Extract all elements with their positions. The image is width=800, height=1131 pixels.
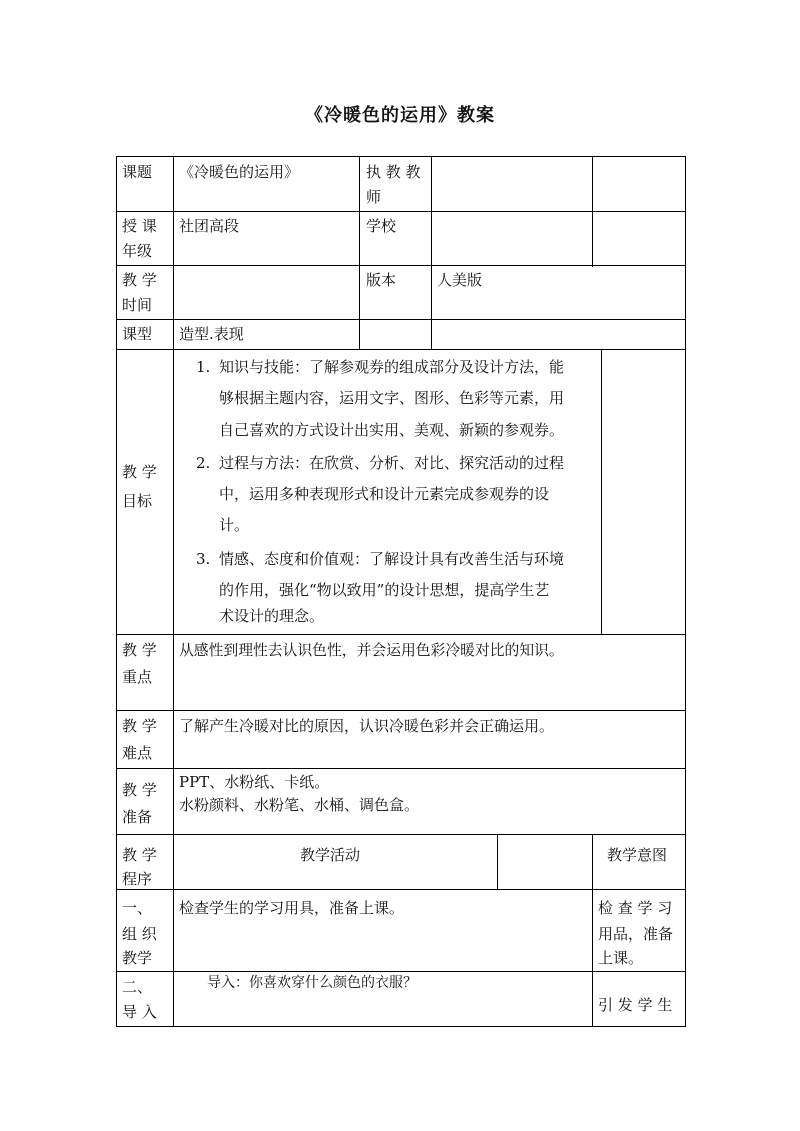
- teacher-label: 执 教 教: [366, 163, 421, 181]
- grade-label-cont: 年级: [122, 242, 153, 260]
- goals-label-cont: 目标: [122, 492, 153, 510]
- goal-line: 的作用，强化“物以致用”的设计思想，提高学生艺: [219, 581, 550, 599]
- goals-label: 教 学: [122, 463, 157, 481]
- row-divider: [116, 889, 686, 890]
- step1-label-cont: 教学: [122, 949, 153, 967]
- activity-header: 教学活动: [300, 846, 361, 864]
- difficulties-label-cont: 难点: [122, 744, 153, 762]
- grade-label: 授 课: [122, 217, 157, 235]
- row-divider: [116, 211, 686, 212]
- goal-number: 1.: [196, 358, 211, 376]
- preparation-line: PPT、水粉纸、卡纸。: [179, 773, 330, 791]
- goal-line: 自己喜欢的方式设计出实用、美观、新颖的参观券。: [219, 421, 565, 439]
- teacher-label-cont: 师: [366, 188, 382, 206]
- step2-activity: 导入：你喜欢穿什么颜色的衣服？: [207, 975, 417, 991]
- row-divider: [116, 710, 686, 711]
- goal-line: 够根据主题内容，运用文字、图形、色彩等元素，用: [219, 389, 565, 407]
- edition-value: 人美版: [437, 271, 483, 289]
- procedure-label-cont: 程序: [122, 870, 153, 888]
- col-divider: [431, 156, 432, 349]
- grade-value: 社团高段: [179, 217, 240, 235]
- step1-intent: 检 查 学 习: [598, 899, 673, 917]
- goal-line: 过程与方法：在欣赏、分析、对比、探究活动的过程: [219, 454, 565, 472]
- table-border: [116, 156, 686, 157]
- row-divider: [116, 834, 686, 835]
- key-points-value: 从感性到理性去认识色性，并会运用色彩冷暖对比的知识。: [179, 642, 564, 659]
- difficulties-value: 了解产生冷暖对比的原因，认识冷暖色彩并会正确运用。: [179, 717, 555, 735]
- page-title: 《冷暖色的运用》教案: [305, 105, 495, 126]
- topic-label: 课题: [122, 163, 153, 181]
- edition-label: 版本: [366, 271, 397, 289]
- step1-activity: 检查学生的学习用具，准备上课。: [179, 899, 405, 917]
- key-points-label-cont: 重点: [122, 668, 153, 686]
- table-border: [685, 156, 686, 1027]
- step1-intent: 上课。: [598, 949, 644, 967]
- col-divider: [592, 834, 593, 1027]
- school-label: 学校: [366, 217, 397, 235]
- procedure-label: 教 学: [122, 846, 157, 864]
- goal-number: 2.: [196, 454, 211, 472]
- goal-line: 情感、态度和价值观：了解设计具有改善生活与环境: [219, 550, 565, 568]
- difficulties-label: 教 学: [122, 717, 157, 735]
- table-border: [116, 156, 117, 1027]
- row-divider: [116, 768, 686, 769]
- step1-label: 一、: [122, 899, 153, 917]
- col-divider: [592, 156, 593, 267]
- step2-label-cont: 导 入: [122, 1003, 157, 1021]
- goal-number: 3.: [196, 550, 211, 568]
- topic-value: 《冷暖色的运用》: [179, 163, 300, 181]
- step2-intent: 引 发 学 生: [598, 996, 673, 1014]
- col-divider: [601, 349, 602, 634]
- col-divider: [359, 156, 360, 349]
- type-value: 造型.表现: [179, 325, 244, 343]
- preparation-line: 水粉颜料、水粉笔、水桶、调色盒。: [179, 796, 420, 814]
- table-border: [116, 1026, 686, 1027]
- row-divider: [116, 265, 686, 266]
- preparation-label: 教 学: [122, 781, 157, 799]
- goal-line: 术设计的理念。: [219, 607, 325, 625]
- row-divider: [116, 319, 686, 320]
- intent-header: 教学意图: [607, 846, 668, 864]
- step2-label: 二、: [122, 978, 153, 996]
- col-divider: [173, 156, 174, 1027]
- time-label-cont: 时间: [122, 296, 153, 314]
- step1-label-cont: 组 织: [122, 925, 157, 943]
- col-divider: [497, 834, 498, 890]
- goal-line: 计。: [219, 516, 250, 534]
- row-divider: [116, 634, 686, 635]
- preparation-label-cont: 准备: [122, 808, 153, 826]
- step1-intent: 用品，准备: [598, 925, 674, 943]
- key-points-label: 教 学: [122, 641, 157, 659]
- goal-line: 中，运用多种表现形式和设计元素完成参观券的设: [219, 485, 550, 503]
- time-label: 教 学: [122, 271, 157, 289]
- goal-line: 知识与技能：了解参观券的组成部分及设计方法，能: [219, 358, 565, 376]
- type-label: 课型: [122, 325, 153, 343]
